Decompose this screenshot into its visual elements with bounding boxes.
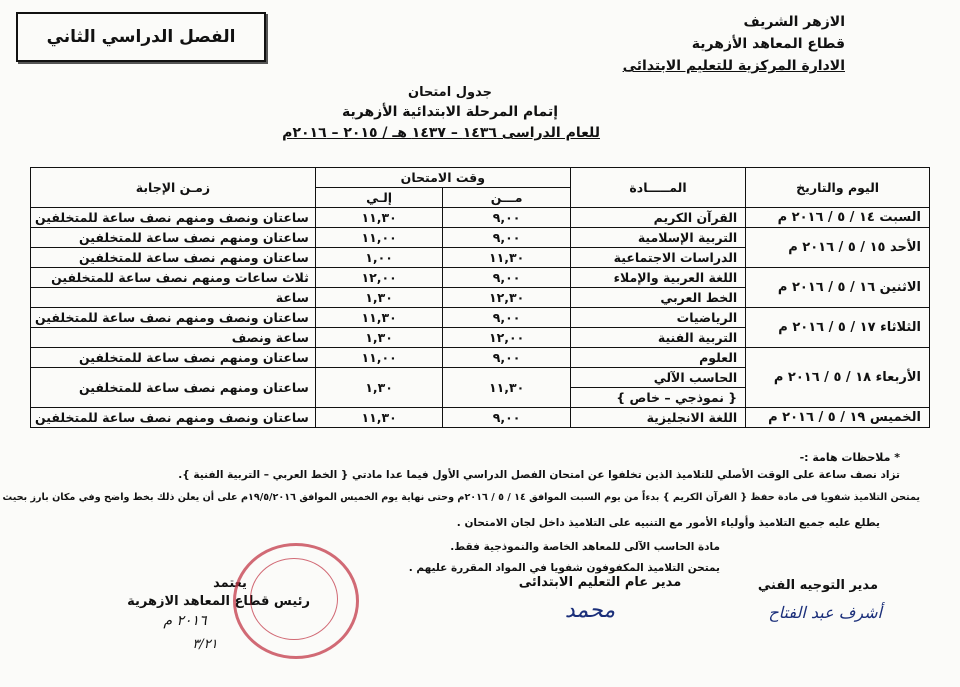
from-cell: ١٢,٣٠	[443, 288, 571, 308]
to-cell: ١١,٣٠	[315, 208, 443, 228]
table-row	[31, 268, 930, 288]
subject-cell: الدراسات الاجتماعية	[570, 248, 745, 268]
tech-director-title: مدير التوجيه الفني	[757, 578, 878, 593]
stamp-inner-ring	[250, 558, 338, 640]
official-stamp	[233, 543, 359, 659]
note-5: يمتحن التلاميذ المكفوفون شفويا في المواد المقررة عليهم .	[408, 562, 720, 574]
header-duration: زمـن الإجابة	[31, 168, 316, 208]
handwritten-year: ٢٠١٦ م	[163, 613, 207, 629]
subject-cell: القرآن الكريم	[570, 208, 745, 228]
header-subject: المـــــادة	[570, 168, 745, 208]
general-director-title: مدير عام التعليم الابتدائى	[518, 575, 682, 590]
from-cell: ٩,٠٠	[443, 268, 571, 288]
exam-schedule-table	[30, 167, 930, 428]
duration-cell: ساعة	[31, 288, 316, 308]
duration-cell: ساعتان ونصف ومنهم نصف ساعة للمتخلفين	[31, 308, 316, 328]
subject-cell: اللغة الانجليزية	[570, 408, 745, 428]
org-line-2: قطاع المعاهد الأزهرية	[691, 36, 845, 52]
from-cell: ٩,٠٠	[443, 228, 571, 248]
semester-label: الفصل الدراسي الثاني	[46, 27, 236, 47]
subject-cell: العلوم	[570, 348, 745, 368]
title-line-1: جدول امتحان	[408, 85, 492, 100]
note-3: يطلع عليه جميع التلاميذ وأولياء الأمور مع التنبيه على التلاميذ داخل لجان الامتحان .	[456, 517, 880, 529]
table-row	[31, 308, 930, 328]
from-cell: ١٢,٠٠	[443, 328, 571, 348]
day-cell: الأحد ١٥ / ٥ / ٢٠١٦ م	[746, 228, 930, 268]
duration-cell: ساعتان ونصف ومنهم نصف ساعة للمتخلفين	[31, 208, 316, 228]
header-to: إلـي	[315, 188, 443, 208]
header-exam-time: وقت الامتحان	[315, 168, 570, 188]
from-cell: ٩,٠٠	[443, 408, 571, 428]
from-cell: ١١,٣٠	[443, 368, 571, 408]
duration-cell: ساعة ونصف	[31, 328, 316, 348]
note-4: مادة الحاسب الآلى للمعاهد الخاصة والنموذجية فقط.	[450, 541, 720, 553]
subject-extra-cell: { نموذجي – خاص }	[570, 388, 745, 408]
header-day-date: اليوم والتاريخ	[746, 168, 930, 208]
table-row	[31, 208, 930, 228]
header-from: مـــن	[443, 188, 571, 208]
to-cell: ١١,٠٠	[315, 228, 443, 248]
to-cell: ١,٣٠	[315, 328, 443, 348]
tech-director-signature: أشرف عبد الفتاح	[768, 603, 882, 622]
duration-cell: ثلاث ساعات ومنهم نصف ساعة للمتخلفين	[31, 268, 316, 288]
table-row	[31, 228, 930, 248]
subject-cell: الرياضيات	[570, 308, 745, 328]
subject-cell: الحاسب الآلي	[570, 368, 745, 388]
table-row	[31, 408, 930, 428]
to-cell: ١,٠٠	[315, 248, 443, 268]
day-cell: السبت ١٤ / ٥ / ٢٠١٦ م	[746, 208, 930, 228]
notes-heading: * ملاحظات هامة :-	[799, 451, 900, 464]
note-2: يمتحن التلاميذ شفويا فى مادة حفظ { القرآن الكريم } بدءاً من يوم السبت الموافق ١٤ / ٥ / ٢٠١٦م وحتى نهاية يوم الخميس الموافق ١٩/٥/٢٠١٦م على أن يعلن ذلك بخط واضح وفي مكان بارز بحيث	[2, 492, 920, 503]
day-cell: الاثنين ١٦ / ٥ / ٢٠١٦ م	[746, 268, 930, 308]
from-cell: ٩,٠٠	[443, 308, 571, 328]
to-cell: ١١,٣٠	[315, 308, 443, 328]
org-line-3: الادارة المركزية للتعليم الابتدائى	[622, 58, 845, 74]
sector-head-title: رئيس قطاع المعاهد الازهرية	[127, 594, 310, 609]
to-cell: ١١,٠٠	[315, 348, 443, 368]
title-line-2: إتمام المرحلة الابتدائية الأزهرية	[341, 104, 558, 120]
day-cell: الثلاثاء ١٧ / ٥ / ٢٠١٦ م	[746, 308, 930, 348]
from-cell: ٩,٠٠	[443, 348, 571, 368]
day-cell: الأربعاء ١٨ / ٥ / ٢٠١٦ م	[746, 348, 930, 408]
to-cell: ١٢,٠٠	[315, 268, 443, 288]
to-cell: ١١,٣٠	[315, 408, 443, 428]
subject-cell: اللغة العربية والإملاء	[570, 268, 745, 288]
day-cell: الخميس ١٩ / ٥ / ٢٠١٦ م	[746, 408, 930, 428]
duration-cell: ساعتان ومنهم نصف ساعة للمتخلفين	[31, 248, 316, 268]
subject-cell: التربية الإسلامية	[570, 228, 745, 248]
duration-cell: ساعتان ونصف ومنهم نصف ساعة للمتخلفين	[31, 408, 316, 428]
duration-cell: ساعتان ومنهم نصف ساعة للمتخلفين	[31, 368, 316, 408]
from-cell: ٩,٠٠	[443, 208, 571, 228]
to-cell: ١,٣٠	[315, 288, 443, 308]
handwritten-date: ٣/٢١	[192, 637, 218, 652]
duration-cell: ساعتان ومنهم نصف ساعة للمتخلفين	[31, 348, 316, 368]
table-row	[31, 348, 930, 368]
semester-box	[16, 12, 266, 62]
duration-cell: ساعتان ومنهم نصف ساعة للمتخلفين	[31, 228, 316, 248]
subject-cell: التربية الفنية	[570, 328, 745, 348]
general-director-signature: محمد	[564, 598, 616, 623]
note-1: تزاد نصف ساعة على الوقت الأصلي للتلاميذ الذين تخلفوا عن امتحان الفصل الدراسي الأول فيما عدا مادتي { الخط العربي – التربية الفنية }.	[178, 469, 900, 481]
title-line-3: للعام الدراسى ١٤٣٦ – ١٤٣٧ هـ / ٢٠١٥ – ٢٠١٦م	[282, 125, 600, 141]
to-cell: ١,٣٠	[315, 368, 443, 408]
subject-cell: الخط العربي	[570, 288, 745, 308]
approve-label: يعتمد	[213, 576, 247, 591]
from-cell: ١١,٣٠	[443, 248, 571, 268]
org-line-1: الازهر الشريف	[743, 14, 845, 30]
